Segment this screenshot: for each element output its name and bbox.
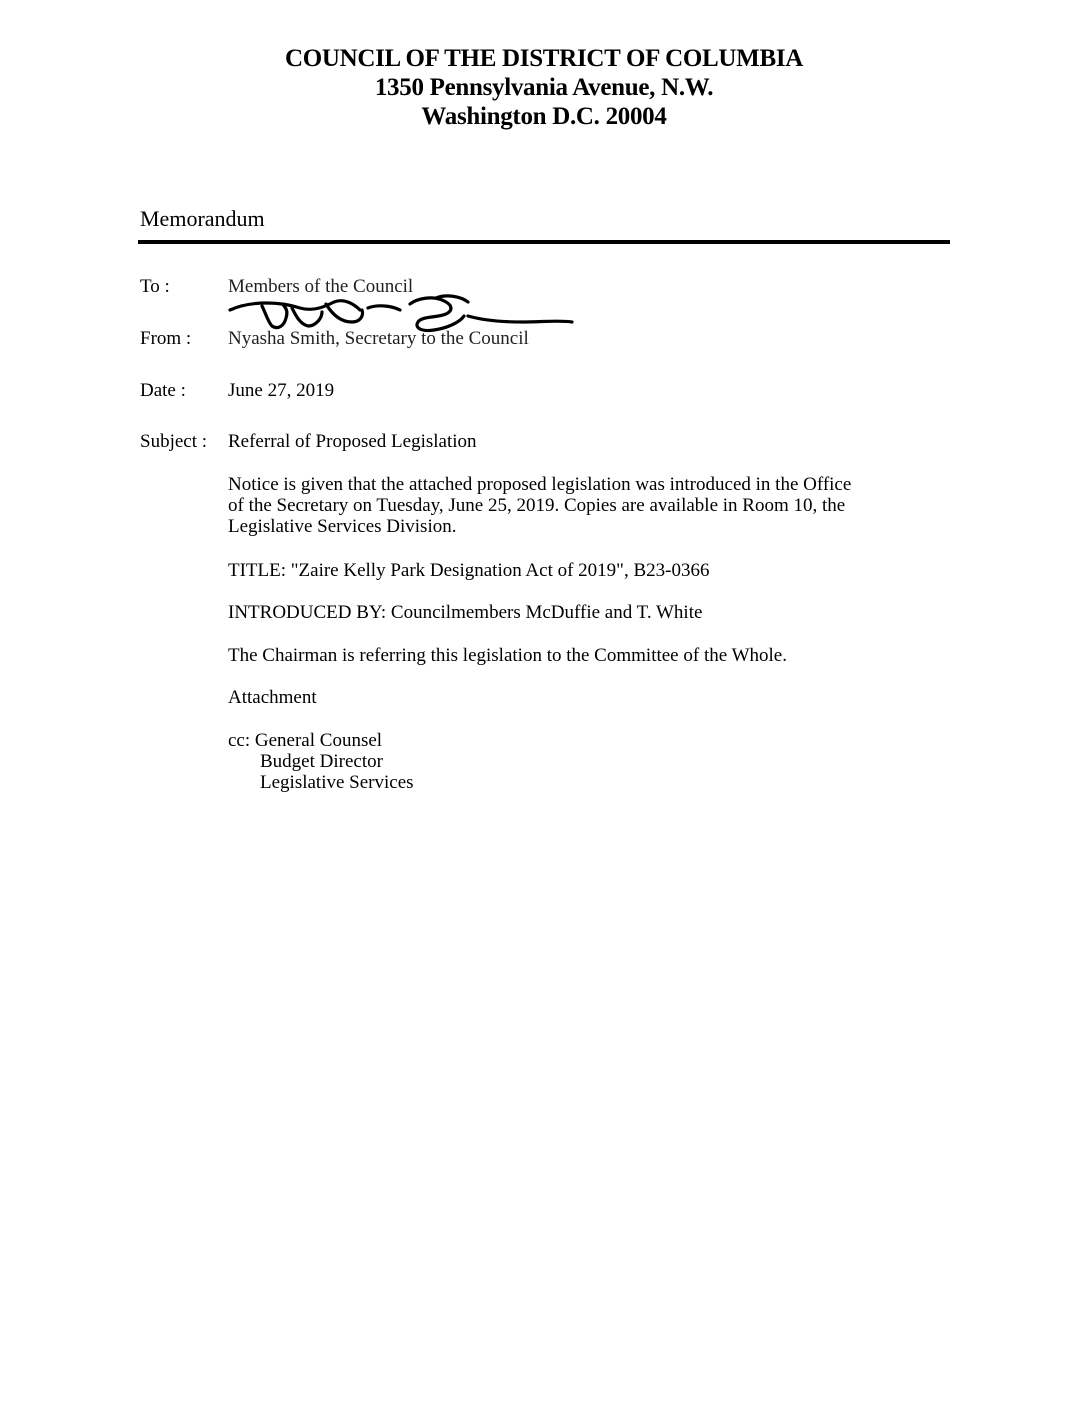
cc-item: cc: General Counsel bbox=[228, 730, 383, 751]
org-address: 1350 Pennsylvania Avenue, N.W. bbox=[374, 74, 714, 101]
header-divider bbox=[138, 240, 950, 244]
memo-title: Memorandum bbox=[140, 206, 265, 231]
legislation-title: TITLE: "Zaire Kelly Park Designation Act of 2019", B23-0366 bbox=[228, 560, 710, 581]
org-name: COUNCIL OF THE DISTRICT OF COLUMBIA bbox=[284, 45, 804, 72]
cc-item: Budget Director bbox=[260, 751, 383, 772]
notice-line: of the Secretary on Tuesday, June 25, 2019. Copies are available in Room 10, the bbox=[228, 495, 846, 516]
to-value: Members of the Council bbox=[228, 276, 414, 297]
cc-item: Legislative Services bbox=[260, 772, 414, 793]
date-label: Date : bbox=[140, 380, 186, 401]
date-value: June 27, 2019 bbox=[228, 380, 335, 401]
from-value: Nyasha Smith, Secretary to the Council bbox=[228, 328, 529, 349]
attachment-note: Attachment bbox=[228, 687, 317, 708]
notice-line: Legislative Services Division. bbox=[228, 516, 457, 537]
introduced-by: INTRODUCED BY: Councilmembers McDuffie and T. White bbox=[228, 602, 703, 623]
notice-paragraph bbox=[228, 474, 940, 537]
cc-list bbox=[228, 730, 940, 793]
notice-line: Notice is given that the attached proposed legislation was introduced in the Office bbox=[228, 474, 852, 495]
to-label: To : bbox=[140, 276, 170, 297]
referral-statement: The Chairman is referring this legislation to the Committee of the Whole. bbox=[228, 645, 787, 666]
subject-value: Referral of Proposed Legislation bbox=[228, 431, 477, 452]
org-city: Washington D.C. 20004 bbox=[421, 103, 667, 130]
subject-label: Subject : bbox=[140, 431, 208, 452]
from-label: From : bbox=[140, 328, 192, 349]
letterhead bbox=[0, 44, 1088, 131]
